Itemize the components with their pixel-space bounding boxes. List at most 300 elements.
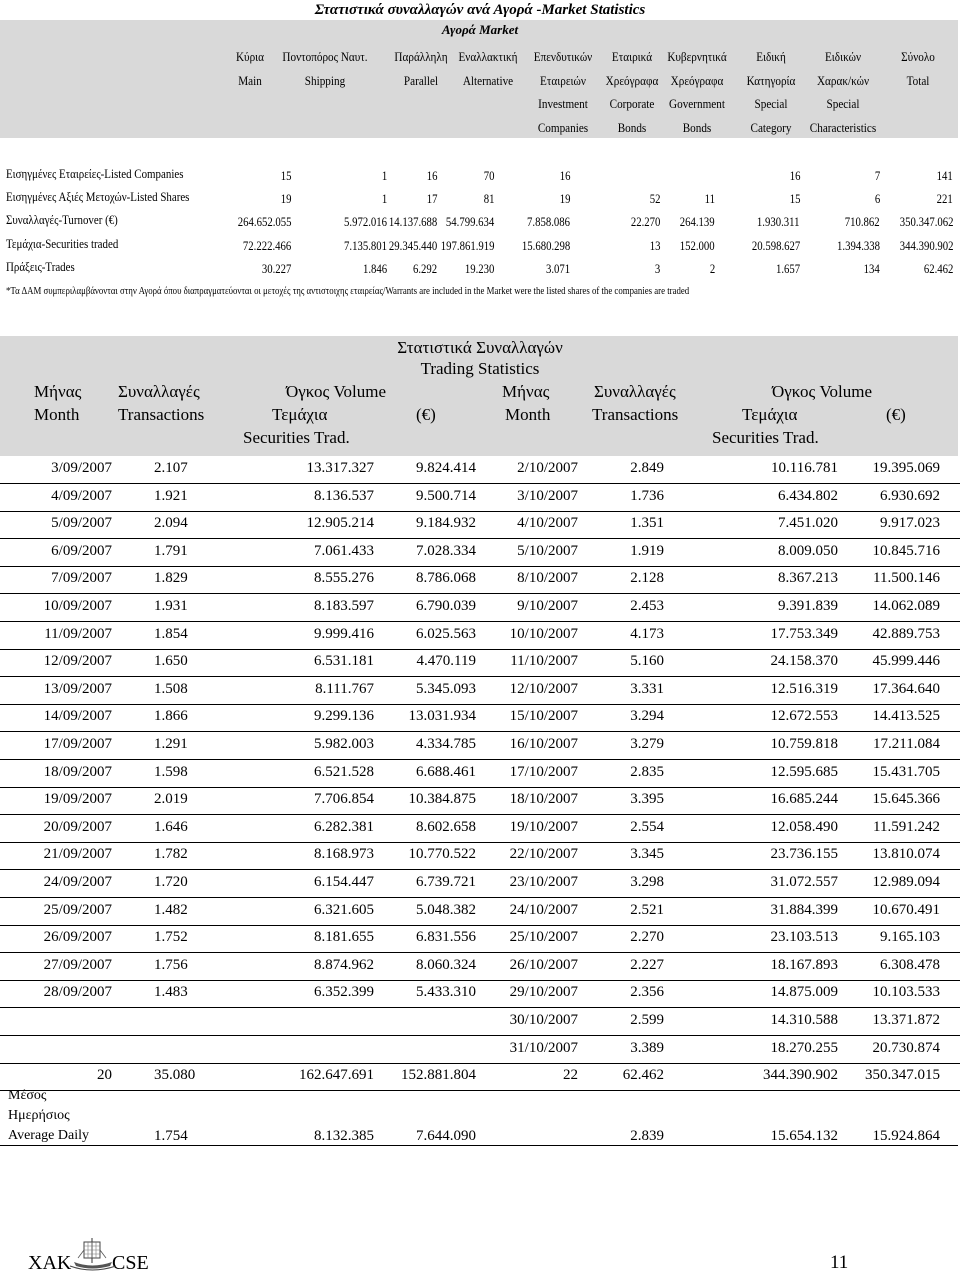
page-number: 11 [830,1252,849,1273]
market-cell: 264.139 [680,215,715,229]
trading-cell: 24/10/2007 [509,901,578,918]
trading-cell: 2.599 [630,1012,664,1028]
trading-cell: 21/09/2007 [43,846,112,863]
trading-cell: 8.786.068 [416,570,476,587]
trading-cell: 8.111.767 [315,680,374,697]
securities-header-gr: Τεμάχια [272,405,328,424]
market-cell: 2 [709,262,715,276]
trading-cell: 1.829 [154,570,188,587]
volume-header: Όγκος Volume [286,382,387,401]
trading-cell: 10.670.491 [872,901,940,918]
trading-cell: 5.048.382 [416,901,476,918]
trading-cell: 2.453 [630,598,664,614]
trading-cell: 5.345.093 [416,680,476,697]
trading-cell: 23/10/2007 [509,874,578,890]
trading-cell: 62.462 [622,1067,664,1084]
trading-cell: 5/09/2007 [51,515,112,532]
trading-cell: 2.554 [630,818,664,835]
trading-cell: 3.279 [630,736,664,752]
trading-cell: 8.367.213 [778,570,838,587]
market-cell: 11 [704,192,715,206]
trading-cell: 6.790.039 [416,598,476,614]
athex-ship-logo [28,1236,168,1272]
market-cell: 1.846 [362,262,387,276]
trading-cell: 9/10/2007 [517,598,578,614]
trading-cell: 4/09/2007 [51,487,112,504]
trading-cell: 2.521 [630,901,664,918]
trading-cell: 17.364.640 [872,680,940,697]
trading-cell: 5.433.310 [416,984,476,1001]
trading-row [0,842,960,870]
trading-cell: 3.345 [630,846,664,863]
trading-cell: 16/10/2007 [509,736,578,752]
market-cell: 15 [280,169,291,183]
trading-cell: 31/10/2007 [509,1039,578,1056]
trading-cell: 22/10/2007 [509,846,578,863]
trading-cell: 10.384.875 [408,791,476,808]
trading-row [0,456,960,484]
trading-cell: 11/10/2007 [510,653,578,670]
trading-cell: 8.009.050 [778,542,838,559]
market-cell: 134 [863,262,880,276]
trading-cell: 30/10/2007 [509,1012,578,1028]
trading-cell: 25/10/2007 [509,929,578,946]
trading-cell: 11.500.146 [873,570,940,587]
trading-cell: 10.103.533 [872,984,940,1001]
market-column-header-line: Total [906,72,930,88]
market-column-header-line: Bonds [617,119,647,135]
trading-cell: 2.835 [630,763,664,780]
trading-cell: 2.270 [630,929,664,946]
trading-cell: 29/10/2007 [509,984,578,1001]
trading-row [0,925,960,953]
trading-row [0,980,960,1008]
trading-cell: 2.356 [630,984,664,1001]
volume-header-2: Όγκος Volume [772,382,873,401]
trading-cell: 9.184.932 [416,515,476,532]
trading-row [0,566,960,594]
trading-cell: 9.165.103 [880,929,940,946]
market-column-header-line: Characteristics [809,119,877,135]
trading-cell: 14.413.525 [872,708,940,725]
trading-cell: 1.508 [154,680,188,697]
trading-cell: 3.294 [630,708,664,725]
trading-cell: 6.282.381 [314,818,374,835]
trading-row [0,622,960,650]
market-cell: 17 [426,192,437,206]
market-row [0,212,960,234]
average-cell: 8.132.385 [314,1128,374,1144]
trading-cell: 350.347.015 [865,1067,940,1084]
trading-cell: 2.849 [630,460,664,476]
trading-cell: 7.706.854 [314,791,374,808]
trading-cell: 1.782 [154,846,188,863]
month-header-gr-2: Μήνας [502,382,550,401]
trading-row [0,870,960,898]
trading-cell: 6.831.556 [416,929,476,946]
market-column-header-line: Ειδική [756,49,786,64]
market-row-label: Τεμάχια-Securities traded [6,236,119,251]
average-cell: 2.839 [630,1128,664,1144]
market-row [0,259,960,281]
trading-cell: 2.128 [630,570,664,587]
market-column-header-line: Ειδικών [824,49,862,64]
trading-cell: 5.982.003 [314,736,374,752]
trading-row [0,649,960,677]
trading-cell: 20.730.874 [872,1039,940,1056]
euro-header-2: (€) [886,405,906,424]
trading-cell: 1.736 [630,487,664,504]
market-subtitle: Αγορά Market [441,22,519,37]
market-column-header-line: Εναλλακτική [458,49,518,64]
trading-cell: 8.181.655 [314,929,374,946]
trading-cell: 8.555.276 [314,570,374,587]
trading-cell: 6.352.399 [314,984,374,1001]
trading-cell: 2.227 [630,956,664,973]
market-column-header-line: Χρεόγραφα [605,72,659,88]
transactions-header-en-2: Transactions [592,405,679,424]
trading-row [0,1008,960,1036]
trading-cell: 1.351 [630,515,664,532]
market-column-header-line: Ποντοπόρος Ναυτ. [282,49,368,64]
market-column-header-line: Κυβερνητικά [667,49,727,64]
trading-cell: 20 [97,1067,112,1084]
trading-title-gr: Στατιστικά Συναλλαγών [397,338,563,357]
trading-cell: 18.270.255 [770,1039,838,1056]
trading-cell: 11.591.242 [873,818,940,835]
trading-cell: 8.136.537 [314,487,374,504]
market-column-header-line: Special [754,96,788,111]
trading-cell: 1.598 [154,763,188,780]
trading-cell: 12/10/2007 [509,680,578,697]
trading-row [0,1063,960,1091]
trading-cell: 8.060.324 [416,956,476,973]
trading-cell: 24.158.370 [770,653,838,670]
market-row-label: Εισηγμένες Εταιρείες-Listed Companies [6,166,184,181]
trading-row [0,815,960,843]
trading-cell: 3/09/2007 [51,460,112,476]
trading-cell: 1.931 [154,598,188,614]
market-column-header-line: Σύνολο [901,49,935,64]
market-cell: 1.930.311 [757,215,800,229]
trading-cell: 6/09/2007 [51,542,112,559]
market-cell: 1.394.338 [837,239,880,253]
trading-cell: 10.116.781 [771,460,838,476]
euro-header: (€) [416,405,436,424]
market-row [0,166,960,188]
market-column-header-line: Shipping [304,72,346,88]
market-cell: 710.862 [845,215,880,229]
trading-row [0,511,960,539]
market-cell: 14.137.688 [388,215,437,229]
trading-cell: 13.810.074 [872,846,940,863]
market-column-header-line: Εταιρειών [540,72,586,88]
average-cell: 1.754 [154,1128,188,1144]
trading-cell: 2.019 [154,791,188,808]
trading-cell: 13.031.934 [408,708,476,725]
trading-cell: 7.061.433 [314,542,374,559]
trading-cell: 1.791 [154,542,188,559]
trading-cell: 1.752 [154,929,188,946]
trading-cell: 4.334.785 [416,736,476,752]
trading-cell: 15.431.705 [872,763,940,780]
market-cell: 20.598.627 [751,239,800,253]
trading-cell: 6.688.461 [416,763,476,780]
average-label-3: Average Daily [8,1128,89,1143]
market-cell: 29.345.440 [388,239,437,253]
trading-cell: 4.173 [630,625,664,642]
trading-cell: 1.919 [630,542,664,559]
trading-cell: 12.905.214 [306,515,374,532]
trading-cell: 8.602.658 [416,818,476,835]
market-cell: 5.972.016 [344,215,387,229]
trading-cell: 13.317.327 [306,460,374,476]
trading-cell: 1.921 [154,487,188,504]
market-cell: 52 [649,192,660,206]
trading-cell: 45.999.446 [872,653,940,670]
market-column-header-line: Κατηγορία [746,72,796,88]
market-cell: 72.222.466 [242,239,291,253]
trading-cell: 9.299.136 [314,708,374,725]
trading-row [0,677,960,705]
average-label-2: Ημερήσιος [8,1108,70,1123]
market-column-header-line: Corporate [609,96,655,111]
market-cell: 16 [559,169,570,183]
trading-row [0,953,960,981]
market-footnote: *Τα ΔΑΜ συμπεριλαμβάνονται στην Αγορά όπου διαπραγματεύονται οι μετοχές της αντιστοιχης εταιρείας/Warrants are included in the Market were the listed shares of the companies are traded [6,285,690,297]
market-row-label: Εισηγμένες Αξιές Μετοχών-Listed Shares [6,189,190,204]
average-cell: 15.924.864 [872,1128,940,1144]
month-header-en-2: Month [505,405,551,424]
market-column-header-line: Bonds [682,119,712,135]
trading-cell: 23.103.513 [770,929,838,946]
market-column-header-line: Χρεόγραφα [670,72,724,88]
trading-cell: 1.291 [154,736,188,752]
market-cell: 6.292 [412,262,437,276]
bottom-rule [0,1145,958,1146]
trading-cell: 6.739.721 [416,874,476,890]
market-cell: 350.347.062 [899,215,953,229]
trading-cell: 2.107 [154,460,188,476]
average-cell: 15.654.132 [770,1128,838,1144]
trading-cell: 19.395.069 [872,460,940,476]
trading-cell: 6.025.563 [416,625,476,642]
trading-cell: 10/10/2007 [509,625,578,642]
market-column-header-line: Main [238,72,262,88]
trading-cell: 3.395 [630,791,664,808]
trading-cell: 14/09/2007 [43,708,112,725]
trading-cell: 1.483 [154,984,188,1001]
logo-text-right: CSE [112,1252,149,1272]
trading-cell: 12.595.685 [770,763,838,780]
trading-cell: 22 [563,1067,578,1084]
securities-header-gr-2: Τεμάχια [742,405,798,424]
trading-row [0,704,960,732]
logo-text-left: XAK [28,1252,72,1272]
market-title: Στατιστικά συναλλαγών ανά Αγορά -Market Statistics [314,2,646,18]
securities-header-en: Securities Trad. [243,428,350,447]
trading-cell: 19/09/2007 [43,791,112,808]
market-cell: 1 [381,192,387,206]
market-cell: 152.000 [680,239,715,253]
trading-cell: 5.160 [630,653,664,670]
market-cell: 7.135.801 [344,239,387,253]
trading-row [0,732,960,760]
market-cell: 54.799.634 [445,215,494,229]
trading-cell: 6.321.605 [314,901,374,918]
trading-cell: 6.154.447 [314,874,374,890]
market-column-header [273,45,376,92]
trading-cell: 17/10/2007 [509,763,578,780]
trading-cell: 152.881.804 [401,1067,476,1084]
trading-cell: 9.824.414 [416,460,476,476]
market-cell: 19 [559,192,570,206]
trading-cell: 6.930.692 [880,487,940,504]
trading-cell: 27/09/2007 [43,956,112,973]
trading-row [0,1036,960,1064]
trading-cell: 31.884.399 [770,901,838,918]
trading-cell: 23.736.155 [770,846,838,863]
market-column-header-line: Category [750,119,792,135]
market-cell: 141 [936,169,953,183]
trading-cell: 1.650 [154,653,188,670]
average-cell: 7.644.090 [416,1128,476,1144]
market-column-header-line: Παράλληλη [394,49,448,64]
trading-row [0,760,960,788]
market-cell: 16 [426,169,437,183]
market-column-header-line: Government [669,96,725,111]
trading-cell: 16.685.244 [770,791,838,808]
market-cell: 15.680.298 [521,239,570,253]
trading-cell: 14.310.588 [770,1012,838,1028]
trading-cell: 3/10/2007 [517,487,578,504]
trading-cell: 10.770.522 [408,846,476,863]
trading-cell: 28/09/2007 [43,984,112,1001]
trading-cell: 9.500.714 [416,487,476,504]
market-row [0,236,960,258]
trading-cell: 19/10/2007 [509,818,578,835]
average-label-1: Μέσος [8,1088,47,1103]
trading-cell: 14.062.089 [872,598,940,614]
market-cell: 344.390.902 [899,239,953,253]
trading-cell: 12.989.094 [872,874,940,890]
market-column-header-line: Companies [537,119,589,135]
month-header-en: Month [34,405,80,424]
market-cell: 70 [483,169,494,183]
trading-title-en: Trading Statistics [420,359,540,378]
trading-cell: 10.845.716 [872,542,940,559]
trading-cell: 4/10/2007 [517,515,578,532]
transactions-header-gr: Συναλλαγές [118,382,200,401]
market-cell: 6 [874,192,880,206]
trading-cell: 13.371.872 [872,1012,940,1028]
trading-cell: 1.482 [154,901,188,918]
market-cell: 30.227 [261,262,291,276]
market-column-header-line: Επενδυτικών [533,49,593,64]
trading-cell: 18.167.893 [770,956,838,973]
market-column-header-line: Investment [538,96,588,111]
trading-cell: 8/10/2007 [517,570,578,587]
market-row [0,189,960,211]
trading-cell: 26/09/2007 [43,929,112,946]
market-cell: 264.652.055 [237,215,291,229]
market-cell: 7 [874,169,880,183]
market-column-header-line: Χαρακ/κών [816,72,870,88]
market-cell: 221 [936,192,953,206]
market-cell: 62.462 [923,262,953,276]
trading-cell: 17.753.349 [770,625,838,642]
market-cell: 15 [789,192,800,206]
market-cell: 1 [381,169,387,183]
trading-row [0,594,960,622]
trading-cell: 12.672.553 [770,708,838,725]
trading-cell: 42.889.753 [872,625,940,642]
trading-cell: 18/09/2007 [43,763,112,780]
trading-cell: 10.759.818 [770,736,838,752]
trading-cell: 162.647.691 [299,1067,374,1084]
trading-row [0,898,960,926]
market-cell: 19.230 [464,262,494,276]
trading-cell: 1.866 [154,708,188,725]
market-cell: 13 [649,239,660,253]
market-cell: 3 [654,262,660,276]
trading-cell: 24/09/2007 [43,874,112,890]
trading-cell: 12.058.490 [770,818,838,835]
market-column-header-line: Κύρια [235,49,265,64]
trading-cell: 1.756 [154,956,188,973]
market-cell: 22.270 [630,215,660,229]
trading-cell: 17.211.084 [873,736,940,752]
trading-cell: 12/09/2007 [43,653,112,670]
transactions-header-gr-2: Συναλλαγές [594,382,676,401]
market-column-header [866,45,960,92]
trading-cell: 4.470.119 [416,653,476,670]
market-cell: 197.861.919 [440,239,494,253]
trading-cell: 12.516.319 [770,680,838,697]
trading-cell: 31.072.557 [770,874,838,890]
trading-cell: 18/10/2007 [509,791,578,808]
trading-cell: 5/10/2007 [517,542,578,559]
trading-cell: 8.168.973 [314,846,374,863]
market-row-label: Συναλλαγές-Turnover (€) [6,212,118,227]
market-cell: 81 [483,192,494,206]
trading-cell: 6.521.528 [314,763,374,780]
transactions-header-en: Transactions [118,405,205,424]
securities-header-en-2: Securities Trad. [712,428,819,447]
trading-cell: 6.434.802 [778,487,838,504]
trading-cell: 6.531.181 [314,653,374,670]
trading-cell: 1.646 [154,818,188,835]
trading-cell: 10/09/2007 [43,598,112,614]
market-cell: 7.858.086 [527,215,570,229]
trading-cell: 9.999.416 [314,625,374,642]
trading-cell: 8.183.597 [314,598,374,614]
trading-cell: 9.917.023 [880,515,940,532]
trading-cell: 7.451.020 [778,515,838,532]
trading-cell: 14.875.009 [770,984,838,1001]
market-row-label: Πράξεις-Trades [6,259,75,274]
trading-row [0,539,960,567]
market-cell: 19 [280,192,291,206]
trading-cell: 7.028.334 [416,542,476,559]
market-cell: 3.071 [545,262,570,276]
trading-cell: 17/09/2007 [43,736,112,752]
average-row [0,1124,960,1151]
market-column-header-line: Εταιρικά [611,49,653,64]
trading-cell: 26/10/2007 [509,956,578,973]
market-cell: 1.657 [775,262,800,276]
trading-cell: 2.094 [154,515,188,532]
